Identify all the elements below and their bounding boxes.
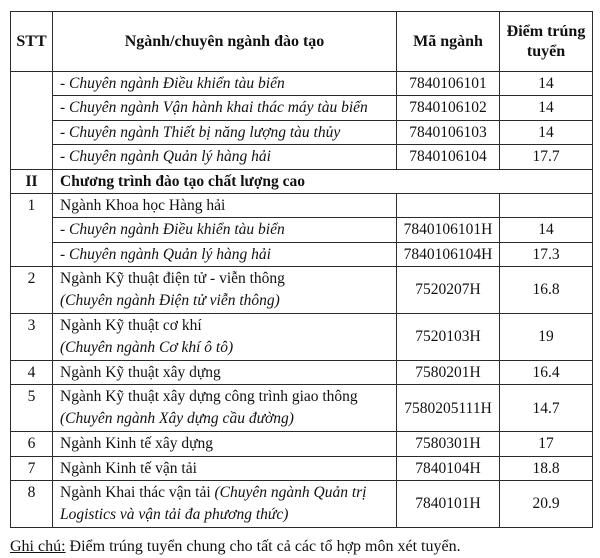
table-row bbox=[11, 385, 593, 432]
major-code-cell: 7840106103 bbox=[397, 120, 500, 144]
score-cell: 16.8 bbox=[500, 267, 593, 314]
stt-cell: 2 bbox=[11, 267, 53, 314]
table-row bbox=[11, 432, 593, 456]
score-cell: 14 bbox=[500, 72, 593, 96]
major-name-cell: Ngành Khoa học Hàng hải bbox=[53, 193, 397, 217]
major-code-cell: 7840101H bbox=[397, 481, 500, 528]
score-cell: 19 bbox=[500, 314, 593, 361]
table-row bbox=[11, 145, 593, 169]
major-name-cell: - Chuyên ngành Điều khiển tàu biển bbox=[53, 72, 397, 96]
table-row bbox=[11, 96, 593, 120]
major-name: Ngành Kỹ thuật xây dựng công trình giao thông bbox=[60, 388, 358, 406]
major-name-cell: Ngành Kỹ thuật xây dựng bbox=[53, 361, 397, 385]
major-name: Ngành Kỹ thuật điện tử - viễn thông bbox=[60, 270, 285, 287]
score-cell: 17.7 bbox=[500, 145, 593, 169]
score-cell: 16.4 bbox=[500, 361, 593, 385]
major-subname: (Chuyên ngành Xây dựng cầu đường) bbox=[60, 410, 294, 428]
table-row bbox=[11, 242, 593, 266]
major-name-cell: Ngành Kinh tế vận tải bbox=[53, 456, 397, 480]
score-cell: 14.7 bbox=[500, 385, 593, 432]
score-cell: 20.9 bbox=[500, 481, 593, 528]
major-name-cell: - Chuyên ngành Quản lý hàng hải bbox=[53, 242, 397, 266]
table-row bbox=[11, 456, 593, 480]
major-name-cell: Ngành Kinh tế xây dựng bbox=[53, 432, 397, 456]
col-header-score: Điểm trúng tuyển bbox=[500, 12, 593, 72]
major-name-cell: - Chuyên ngành Điều khiển tàu biển bbox=[53, 218, 397, 242]
score-cell: 17 bbox=[500, 432, 593, 456]
major-subname: (Chuyên ngành Cơ khí ô tô) bbox=[60, 339, 234, 356]
table-row bbox=[11, 193, 593, 217]
table-row bbox=[11, 120, 593, 144]
col-header-stt: STT bbox=[11, 12, 53, 72]
stt-cell: 7 bbox=[11, 456, 53, 480]
stt-cell-empty bbox=[11, 72, 53, 170]
major-code-cell: 7520103H bbox=[397, 314, 500, 361]
score-cell: 14 bbox=[500, 120, 593, 144]
table-row bbox=[11, 267, 593, 314]
major-code-cell: 7580205111H bbox=[397, 385, 500, 432]
major-code-cell: 7580301H bbox=[397, 432, 500, 456]
table-row bbox=[11, 72, 593, 96]
major-code-cell bbox=[397, 193, 500, 217]
score-cell: 14 bbox=[500, 96, 593, 120]
table-row bbox=[11, 361, 593, 385]
stt-cell: 4 bbox=[11, 361, 53, 385]
major-name: Ngành Kỹ thuật cơ khí bbox=[60, 317, 202, 334]
table-row bbox=[11, 218, 593, 242]
major-code-cell: 7580201H bbox=[397, 361, 500, 385]
major-name-cell: - Chuyên ngành Thiết bị năng lượng tàu thủy bbox=[53, 120, 397, 144]
major-code-cell: 7520207H bbox=[397, 267, 500, 314]
stt-cell: 5 bbox=[11, 385, 53, 432]
major-name: Ngành Khai thác vận tải bbox=[60, 484, 211, 502]
admission-score-table bbox=[10, 11, 593, 528]
stt-cell: 8 bbox=[11, 481, 53, 528]
section-title-cell: Chương trình đào tạo chất lượng cao bbox=[53, 169, 593, 193]
score-cell: 14 bbox=[500, 218, 593, 242]
col-header-code: Mã ngành bbox=[397, 12, 500, 72]
table-header-row bbox=[11, 12, 593, 72]
score-cell bbox=[500, 193, 593, 217]
col-header-major: Ngành/chuyên ngành đào tạo bbox=[53, 12, 397, 72]
major-code-cell: 7840106101 bbox=[397, 72, 500, 96]
major-code-cell: 7840104H bbox=[397, 456, 500, 480]
stt-cell: II bbox=[11, 169, 53, 193]
major-code-cell: 7840106104 bbox=[397, 145, 500, 169]
footnote-label: Ghi chú: bbox=[10, 538, 66, 556]
major-code-cell: 7840106102 bbox=[397, 96, 500, 120]
footnote-text: Điểm trúng tuyển chung cho tất cả các tổ hợp môn xét tuyển. bbox=[65, 538, 461, 556]
footnote bbox=[10, 537, 600, 558]
score-cell: 17.3 bbox=[500, 242, 593, 266]
section-header-row bbox=[11, 169, 593, 193]
major-name-cell bbox=[53, 385, 397, 432]
stt-cell: 1 bbox=[11, 193, 53, 266]
major-name-cell bbox=[53, 314, 397, 361]
table-row bbox=[11, 314, 593, 361]
stt-cell: 3 bbox=[11, 314, 53, 361]
score-cell: 18.8 bbox=[500, 456, 593, 480]
major-subname: (Chuyên ngành Quản trị Logistics và vận tải đa phương thức) bbox=[60, 484, 367, 524]
table-row bbox=[11, 481, 593, 528]
major-subname: (Chuyên ngành Điện tử viễn thông) bbox=[60, 292, 280, 309]
stt-cell: 6 bbox=[11, 432, 53, 456]
major-code-cell: 7840106101H bbox=[397, 218, 500, 242]
major-code-cell: 7840106104H bbox=[397, 242, 500, 266]
major-name-cell bbox=[53, 267, 397, 314]
major-name-cell bbox=[53, 481, 397, 528]
major-name-cell: - Chuyên ngành Quản lý hàng hải bbox=[53, 145, 397, 169]
major-name-cell: - Chuyên ngành Vận hành khai thác máy tàu biển bbox=[53, 96, 397, 120]
